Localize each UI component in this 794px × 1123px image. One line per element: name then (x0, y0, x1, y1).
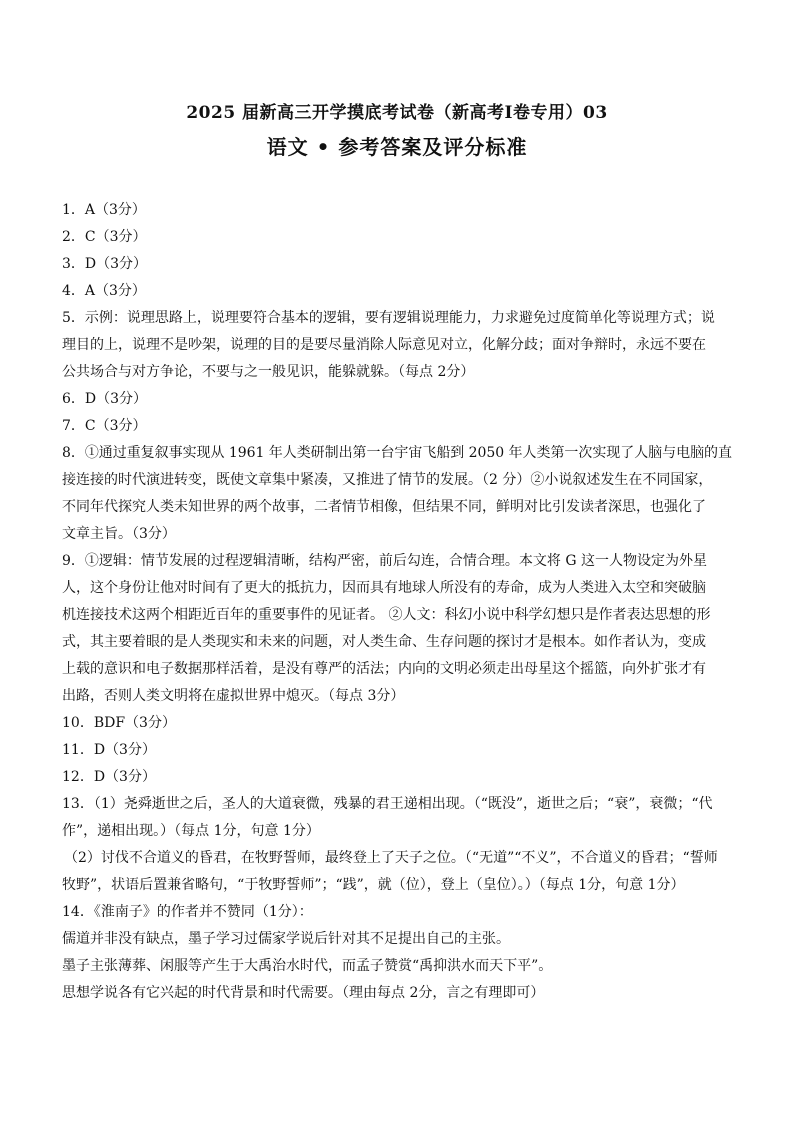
answer-line: 公共场合与对方争论，不要与之一般见识，能躲就躲。（每点 2分） (62, 364, 475, 380)
answer-line: 14．《淮南子》的作者并不赞同（1分）： (62, 904, 313, 920)
answer-line: 11．D（3分） (62, 742, 156, 758)
answer-line: 12．D（3分） (62, 769, 156, 785)
answer-line: 5．示例：说理思路上，说理要符合基本的逻辑，要有逻辑说理能力，力求避免过度简单化等说理方式；说 (62, 310, 715, 326)
answer-line: 墨子主张薄葬、闲服等产生于大禹治水时代，而孟子赞赏“禹抑洪水而天下平”。 (62, 958, 553, 974)
answer-line: 8．①通过重复叙事实现从 1961 年人类研制出第一台宇宙飞船到 2050 年人类第一次实现了人脑与电脑的直 (62, 445, 732, 461)
answer-line: 7．C（3分） (62, 418, 147, 434)
answer-line: 1．A（3分） (62, 202, 146, 218)
answer-line: 13．（1）尧舜逝世之后，圣人的大道衰微，残暴的君王递相出现。（“既没”，逝世之后；“衰”，衰微；“代 (62, 796, 713, 812)
answer-line: 式，其主要着眼的是人类现实和未来的问题，对人类生命、生存问题的探讨才是根本。如作者认为，变成 (62, 634, 706, 650)
answer-line: 思想学说各有它兴起的时代背景和时代需要。（理由每点 2分，言之有理即可） (62, 985, 545, 1001)
answer-line: 机连接技术这两个相距近百年的重要事件的见证者。 ②人文：科幻小说中科学幻想只是作者表达思想的形 (62, 607, 711, 623)
answer-line: 作”，递相出现。）（每点 1分，句意 1分） (62, 823, 320, 839)
answer-line: 儒道并非没有缺点，墨子学习过儒家学说后针对其不足提出自己的主张。 (62, 931, 510, 947)
answer-line: 文章主旨。（3分） (62, 526, 176, 542)
answer-line: 不同年代探究人类未知世界的两个故事，二者情节相像，但结果不同，鲜明对比引发读者深思，也强化了 (62, 499, 706, 515)
answer-line: 理目的上，说理不是吵架，说理的目的是要尽量消除人际意见对立，化解分歧；面对争辩时，永远不要在 (62, 337, 706, 353)
exam-title: 2025 届新高三开学摸底考试卷（新高考Ⅰ卷专用）03 (186, 103, 608, 123)
answer-line: 9．①逻辑：情节发展的过程逻辑清晰，结构严密，前后勾连，合情合理。本文将 G 这一人物设定为外星 (62, 553, 707, 569)
answer-key-subtitle: 语文 • 参考答案及评分标准 (266, 135, 528, 159)
answer-line: 接连接的时代演进转变，既使文章集中紧凑，又推进了情节的发展。（2 分）②小说叙述发生在不同国家， (62, 472, 713, 488)
answer-line: 出路，否则人类文明将在虚拟世界中熄灭。（每点 3分） (62, 688, 405, 704)
answer-line: 4．A（3分） (62, 283, 146, 299)
answer-line: 3．D（3分） (62, 256, 148, 272)
answer-line: 上载的意识和电子数据那样活着，是没有尊严的活法；内向的文明必须走出母星这个摇篮，向外扩张才有 (62, 661, 706, 677)
answer-line: 2．C（3分） (62, 229, 147, 245)
answer-line: 6．D（3分） (62, 391, 148, 407)
answer-line: 10．BDF（3分） (62, 715, 176, 731)
answer-line: （2）讨伐不合道义的昏君，在牧野誓师，最终登上了天子之位。（“无道”“不义”，不合道义的昏君；“誓师 (64, 850, 718, 866)
answer-line: 牧野”，状语后置兼省略句，“于牧野誓师”；“践”，就（位），登上（皇位）。）（每点 1分，句意 1分） (62, 877, 685, 893)
answer-list (62, 197, 732, 1007)
answer-line: 人，这个身份让他对时间有了更大的抵抗力，因而具有地球人所没有的寿命，成为人类进入太空和突破脑 (62, 580, 706, 596)
